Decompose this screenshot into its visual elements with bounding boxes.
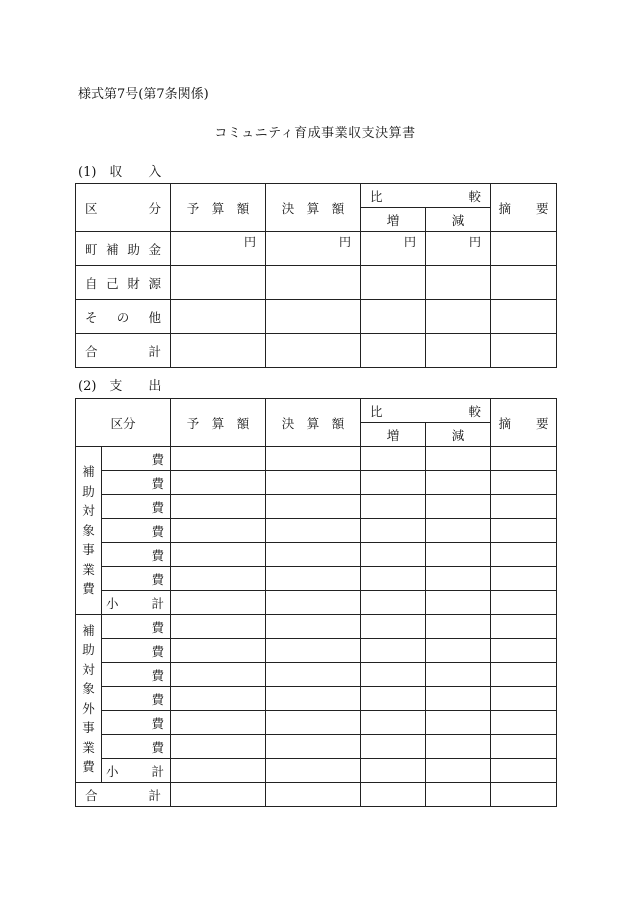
decrease-cell[interactable] xyxy=(426,519,491,543)
budget-cell[interactable] xyxy=(171,759,266,783)
increase-cell[interactable] xyxy=(361,471,426,495)
settlement-cell[interactable] xyxy=(266,471,361,495)
remarks-cell[interactable] xyxy=(491,543,557,567)
decrease-cell[interactable] xyxy=(426,447,491,471)
increase-cell[interactable] xyxy=(361,300,426,334)
non-subsidized-expense-item-row xyxy=(76,711,557,735)
item-label: 費 xyxy=(102,687,171,711)
remarks-cell[interactable] xyxy=(491,711,557,735)
item-label: 費 xyxy=(102,735,171,759)
settlement-cell[interactable] xyxy=(266,615,361,639)
income-row-total xyxy=(76,334,557,368)
item-label: 費 xyxy=(102,567,171,591)
row-label: 合 計 xyxy=(76,334,171,368)
increase-cell[interactable] xyxy=(361,519,426,543)
settlement-cell[interactable] xyxy=(266,519,361,543)
remarks-cell[interactable] xyxy=(491,300,557,334)
remarks-cell[interactable] xyxy=(491,447,557,471)
income-header-settlement: 決 算 額 xyxy=(266,184,361,232)
income-header-remarks: 摘 要 xyxy=(491,184,557,232)
increase-cell[interactable] xyxy=(361,543,426,567)
settlement-cell[interactable] xyxy=(266,639,361,663)
expense-header-remarks: 摘 要 xyxy=(491,399,557,447)
increase-cell[interactable] xyxy=(361,447,426,471)
expense-header-comparison: 比 較 xyxy=(361,399,491,423)
increase-cell[interactable] xyxy=(361,591,426,615)
income-header-budget: 予 算 額 xyxy=(171,184,266,232)
decrease-cell[interactable] xyxy=(426,543,491,567)
remarks-cell[interactable] xyxy=(491,639,557,663)
remarks-cell[interactable] xyxy=(491,334,557,368)
non-subsidized-expense-item-row xyxy=(76,687,557,711)
income-header-comparison: 比 較 xyxy=(361,184,491,208)
row-label: 自 己 財 源 xyxy=(76,266,171,300)
expense-header-settlement: 決 算 額 xyxy=(266,399,361,447)
income-section-label: (1) 収 入 xyxy=(78,165,162,180)
settlement-cell[interactable] xyxy=(266,266,361,300)
settlement-cell[interactable] xyxy=(266,663,361,687)
decrease-cell[interactable] xyxy=(426,639,491,663)
subsidized-expense-vertical-label: 補 助 対 象 事 業 費 xyxy=(76,447,102,615)
increase-cell[interactable] xyxy=(361,495,426,519)
remarks-cell[interactable] xyxy=(491,567,557,591)
item-label: 費 xyxy=(102,519,171,543)
item-label: 費 xyxy=(102,639,171,663)
income-header-category: 区 分 xyxy=(76,184,171,232)
budget-cell[interactable] xyxy=(171,591,266,615)
budget-cell[interactable] xyxy=(171,783,266,807)
remarks-cell[interactable] xyxy=(491,615,557,639)
item-label: 費 xyxy=(102,471,171,495)
increase-cell[interactable] xyxy=(361,783,426,807)
decrease-cell[interactable] xyxy=(426,471,491,495)
remarks-cell[interactable] xyxy=(491,471,557,495)
subsidized-expense-item-row xyxy=(76,471,557,495)
increase-cell[interactable] xyxy=(361,687,426,711)
settlement-cell[interactable] xyxy=(266,591,361,615)
increase-cell[interactable] xyxy=(361,567,426,591)
item-label: 費 xyxy=(102,543,171,567)
item-label: 費 xyxy=(102,663,171,687)
budget-cell[interactable] xyxy=(171,447,266,471)
decrease-cell[interactable] xyxy=(426,334,491,368)
non-subsidized-expense-item-row xyxy=(76,735,557,759)
increase-yen-cell[interactable]: 円 xyxy=(361,232,426,266)
subsidized-expense-item-row xyxy=(76,495,557,519)
settlement-cell[interactable] xyxy=(266,495,361,519)
decrease-cell[interactable] xyxy=(426,615,491,639)
increase-cell[interactable] xyxy=(361,639,426,663)
budget-cell[interactable] xyxy=(171,266,266,300)
settlement-cell[interactable] xyxy=(266,300,361,334)
remarks-cell[interactable] xyxy=(491,759,557,783)
remarks-cell[interactable] xyxy=(491,519,557,543)
increase-cell[interactable] xyxy=(361,266,426,300)
income-row-other xyxy=(76,300,557,334)
row-label: 町 補 助 金 xyxy=(76,232,171,266)
increase-cell[interactable] xyxy=(361,711,426,735)
row-label: 合 計 xyxy=(76,783,171,807)
budget-cell[interactable] xyxy=(171,300,266,334)
remarks-cell[interactable] xyxy=(491,591,557,615)
form-number: 様式第7号(第7条関係) xyxy=(78,87,209,102)
budget-cell[interactable] xyxy=(171,711,266,735)
decrease-cell[interactable] xyxy=(426,591,491,615)
item-label: 費 xyxy=(102,711,171,735)
budget-yen-cell[interactable]: 円 xyxy=(171,232,266,266)
budget-cell[interactable] xyxy=(171,663,266,687)
expense-header-increase: 増 xyxy=(361,423,426,447)
income-row-own-funds xyxy=(76,266,557,300)
decrease-cell[interactable] xyxy=(426,735,491,759)
decrease-cell[interactable] xyxy=(426,759,491,783)
subsidized-expense-subtotal-row xyxy=(76,591,557,615)
budget-cell[interactable] xyxy=(171,334,266,368)
subsidized-expense-item-row xyxy=(76,543,557,567)
decrease-cell[interactable] xyxy=(426,711,491,735)
subtotal-label: 小 計 xyxy=(102,591,171,615)
document-title: コミュニティ育成事業収支決算書 xyxy=(214,126,416,141)
remarks-cell[interactable] xyxy=(491,495,557,519)
expense-table xyxy=(75,398,557,807)
non-subsidized-expense-subtotal-row xyxy=(76,759,557,783)
expense-header-budget: 予 算 額 xyxy=(171,399,266,447)
remarks-cell[interactable] xyxy=(491,663,557,687)
budget-cell[interactable] xyxy=(171,519,266,543)
budget-cell[interactable] xyxy=(171,471,266,495)
subsidized-expense-item-row xyxy=(76,567,557,591)
increase-cell[interactable] xyxy=(361,735,426,759)
settlement-cell[interactable] xyxy=(266,711,361,735)
row-label: そ の 他 xyxy=(76,300,171,334)
settlement-cell[interactable] xyxy=(266,543,361,567)
budget-cell[interactable] xyxy=(171,615,266,639)
budget-cell[interactable] xyxy=(171,543,266,567)
non-subsidized-expense-item-row xyxy=(76,639,557,663)
decrease-cell[interactable] xyxy=(426,663,491,687)
income-table xyxy=(75,183,557,368)
remarks-cell[interactable] xyxy=(491,232,557,266)
decrease-cell[interactable] xyxy=(426,495,491,519)
expense-header-category: 区分 xyxy=(76,399,171,447)
increase-cell[interactable] xyxy=(361,334,426,368)
budget-cell[interactable] xyxy=(171,495,266,519)
settlement-cell[interactable] xyxy=(266,735,361,759)
income-row-town-subsidy xyxy=(76,232,557,266)
expense-header-decrease: 減 xyxy=(426,423,491,447)
expense-section-label: (2) 支 出 xyxy=(78,379,162,394)
settlement-cell[interactable] xyxy=(266,334,361,368)
item-label: 費 xyxy=(102,615,171,639)
increase-cell[interactable] xyxy=(361,759,426,783)
decrease-cell[interactable] xyxy=(426,266,491,300)
subtotal-label: 小 計 xyxy=(102,759,171,783)
remarks-cell[interactable] xyxy=(491,735,557,759)
increase-cell[interactable] xyxy=(361,615,426,639)
item-label: 費 xyxy=(102,495,171,519)
decrease-cell[interactable] xyxy=(426,300,491,334)
decrease-cell[interactable] xyxy=(426,687,491,711)
settlement-cell[interactable] xyxy=(266,447,361,471)
budget-cell[interactable] xyxy=(171,567,266,591)
settlement-cell[interactable] xyxy=(266,783,361,807)
settlement-cell[interactable] xyxy=(266,687,361,711)
remarks-cell[interactable] xyxy=(491,783,557,807)
item-label: 費 xyxy=(102,447,171,471)
subsidized-expense-item-row xyxy=(76,447,557,471)
remarks-cell[interactable] xyxy=(491,266,557,300)
increase-cell[interactable] xyxy=(361,663,426,687)
non-subsidized-expense-item-row xyxy=(76,663,557,687)
income-header-decrease: 減 xyxy=(426,208,491,232)
budget-cell[interactable] xyxy=(171,687,266,711)
non-subsidized-expense-item-row xyxy=(76,615,557,639)
settlement-cell[interactable] xyxy=(266,567,361,591)
budget-cell[interactable] xyxy=(171,735,266,759)
budget-cell[interactable] xyxy=(171,639,266,663)
decrease-cell[interactable] xyxy=(426,783,491,807)
decrease-yen-cell[interactable]: 円 xyxy=(426,232,491,266)
expense-total-row xyxy=(76,783,557,807)
remarks-cell[interactable] xyxy=(491,687,557,711)
subsidized-expense-item-row xyxy=(76,519,557,543)
settlement-cell[interactable] xyxy=(266,759,361,783)
income-header-increase: 増 xyxy=(361,208,426,232)
settlement-yen-cell[interactable]: 円 xyxy=(266,232,361,266)
non-subsidized-expense-vertical-label: 補 助 対 象 外 事 業 費 xyxy=(76,615,102,783)
decrease-cell[interactable] xyxy=(426,567,491,591)
